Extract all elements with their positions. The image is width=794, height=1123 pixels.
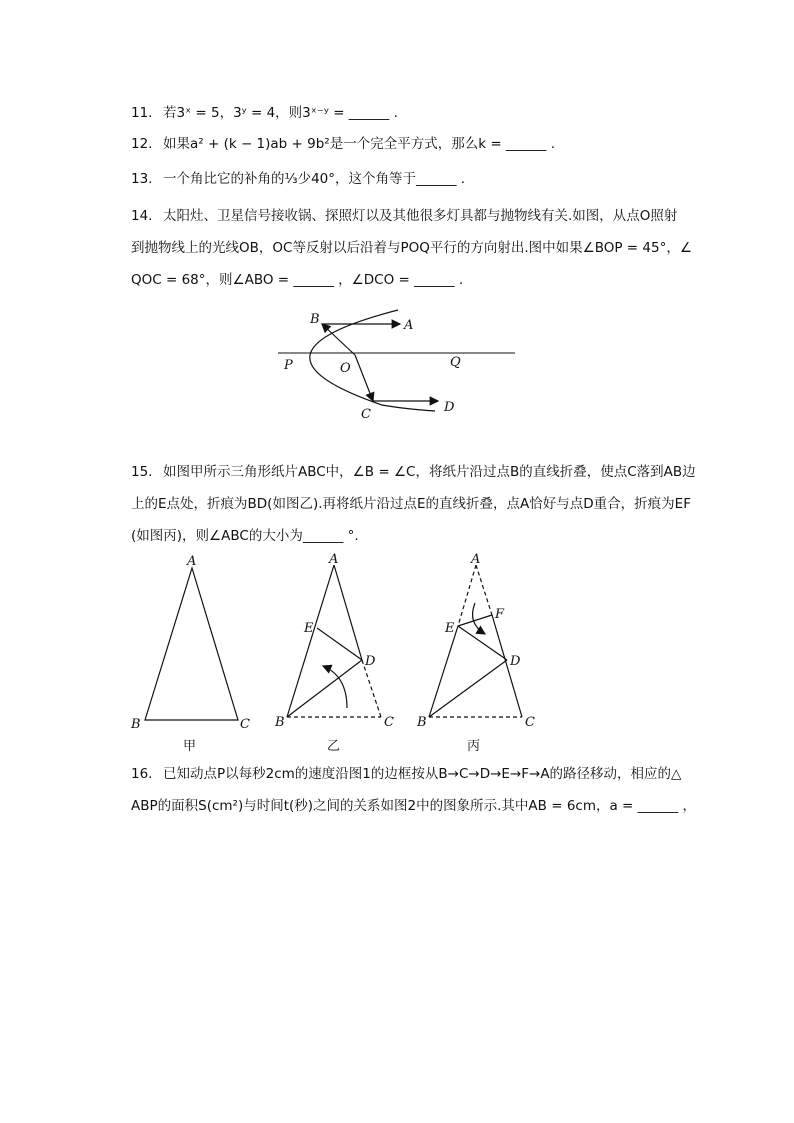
- label-D: D: [444, 400, 455, 415]
- question-number: 16.: [131, 766, 153, 782]
- label-F: F: [495, 607, 505, 622]
- label-E: E: [304, 621, 314, 636]
- label-D: D: [510, 654, 521, 669]
- question-16-line-2: ABP的面积S(cm²)与时间t(秒)之间的关系如图2中的图象所示.其中AB = 6cm，a = ______ ，: [131, 798, 696, 814]
- caption-jia: 甲: [183, 739, 197, 754]
- question-number: 13.: [131, 171, 153, 187]
- question-text: 若3ˣ = 5，3ʸ = 4，则3ˣ⁻ʸ = ______ .: [163, 105, 398, 121]
- label-A: A: [404, 318, 414, 333]
- label-E: E: [445, 621, 455, 636]
- question-11: [131, 103, 398, 123]
- label-Q: Q: [450, 355, 461, 370]
- question-text: 如果a² + (k − 1)ab + 9b²是一个完全平方式，那么k = ______ .: [163, 136, 556, 152]
- question-16-line-1: [131, 764, 681, 784]
- ray-OC: [355, 355, 373, 401]
- side-AB: [287, 565, 334, 717]
- ray-OB: [322, 324, 355, 355]
- label-D: D: [365, 654, 376, 669]
- question-number: 14.: [131, 208, 153, 224]
- question-14-line-1: [131, 206, 677, 226]
- label-B: B: [417, 715, 427, 730]
- question-text: 太阳灶、卫星信号接收锅、探照灯以及其他很多灯具都与抛物线有关.如图，从点O照射: [163, 208, 678, 224]
- caption-bing: 丙: [467, 739, 481, 754]
- question-text: 一个角比它的补角的⅓少40°，这个角等于______ .: [163, 171, 466, 187]
- question-15-line-3: (如图丙)，则∠ABC的大小为______ °.: [131, 528, 359, 544]
- label-C: C: [361, 407, 371, 422]
- label-B: B: [275, 715, 285, 730]
- crease-BD: [429, 660, 507, 717]
- triangle-bing: [416, 552, 535, 754]
- figure-14-parabola: [270, 305, 530, 430]
- side-AE-dashed: [458, 565, 476, 626]
- side-AD: [334, 565, 362, 660]
- question-number: 11.: [131, 105, 153, 121]
- figure-15-triangles: [125, 548, 555, 758]
- label-C: C: [384, 715, 394, 730]
- triangle-yi: [274, 552, 394, 754]
- caption-yi: 乙: [327, 739, 341, 754]
- question-number: 15.: [131, 464, 153, 480]
- crease-BD: [287, 660, 362, 717]
- label-A: A: [187, 554, 197, 569]
- question-12: [131, 134, 555, 154]
- label-B: B: [131, 717, 141, 732]
- parabola-curve: [310, 310, 435, 411]
- question-15-line-1: [131, 462, 696, 482]
- label-A: A: [471, 552, 481, 567]
- question-15-line-2: 上的E点处，折痕为BD(如图乙).再将纸片沿过点E的直线折叠，点A恰好与点D重合，折痕为EF: [131, 496, 691, 512]
- question-number: 12.: [131, 136, 153, 152]
- label-O: O: [340, 361, 351, 376]
- question-text: 如图甲所示三角形纸片ABC中，∠B = ∠C，将纸片沿过点B的直线折叠，使点C落到AB边: [163, 464, 696, 480]
- triangle-ABC: [145, 568, 238, 720]
- label-C: C: [240, 717, 250, 732]
- label-B: B: [310, 312, 320, 327]
- question-text: 已知动点P以每秒2cm的速度沿图1的边框按从B→C→D→E→F→A的路径移动，相应的△: [163, 766, 682, 782]
- side-EB: [429, 626, 458, 717]
- label-A: A: [329, 552, 339, 567]
- label-C: C: [525, 715, 535, 730]
- label-P: P: [284, 358, 293, 373]
- side-AF-dashed: [476, 565, 492, 615]
- question-14-line-2: 到抛物线上的光线OB，OC等反射以后沿着与POQ平行的方向射出.图中如果∠BOP = 45°，∠: [131, 240, 692, 256]
- question-14-line-3: QOC = 68°，则∠ABO = ______ ，∠DCO = ______ .: [131, 272, 464, 288]
- triangle-jia: [130, 554, 250, 754]
- segment-ED: [317, 628, 362, 660]
- question-13: [131, 169, 465, 189]
